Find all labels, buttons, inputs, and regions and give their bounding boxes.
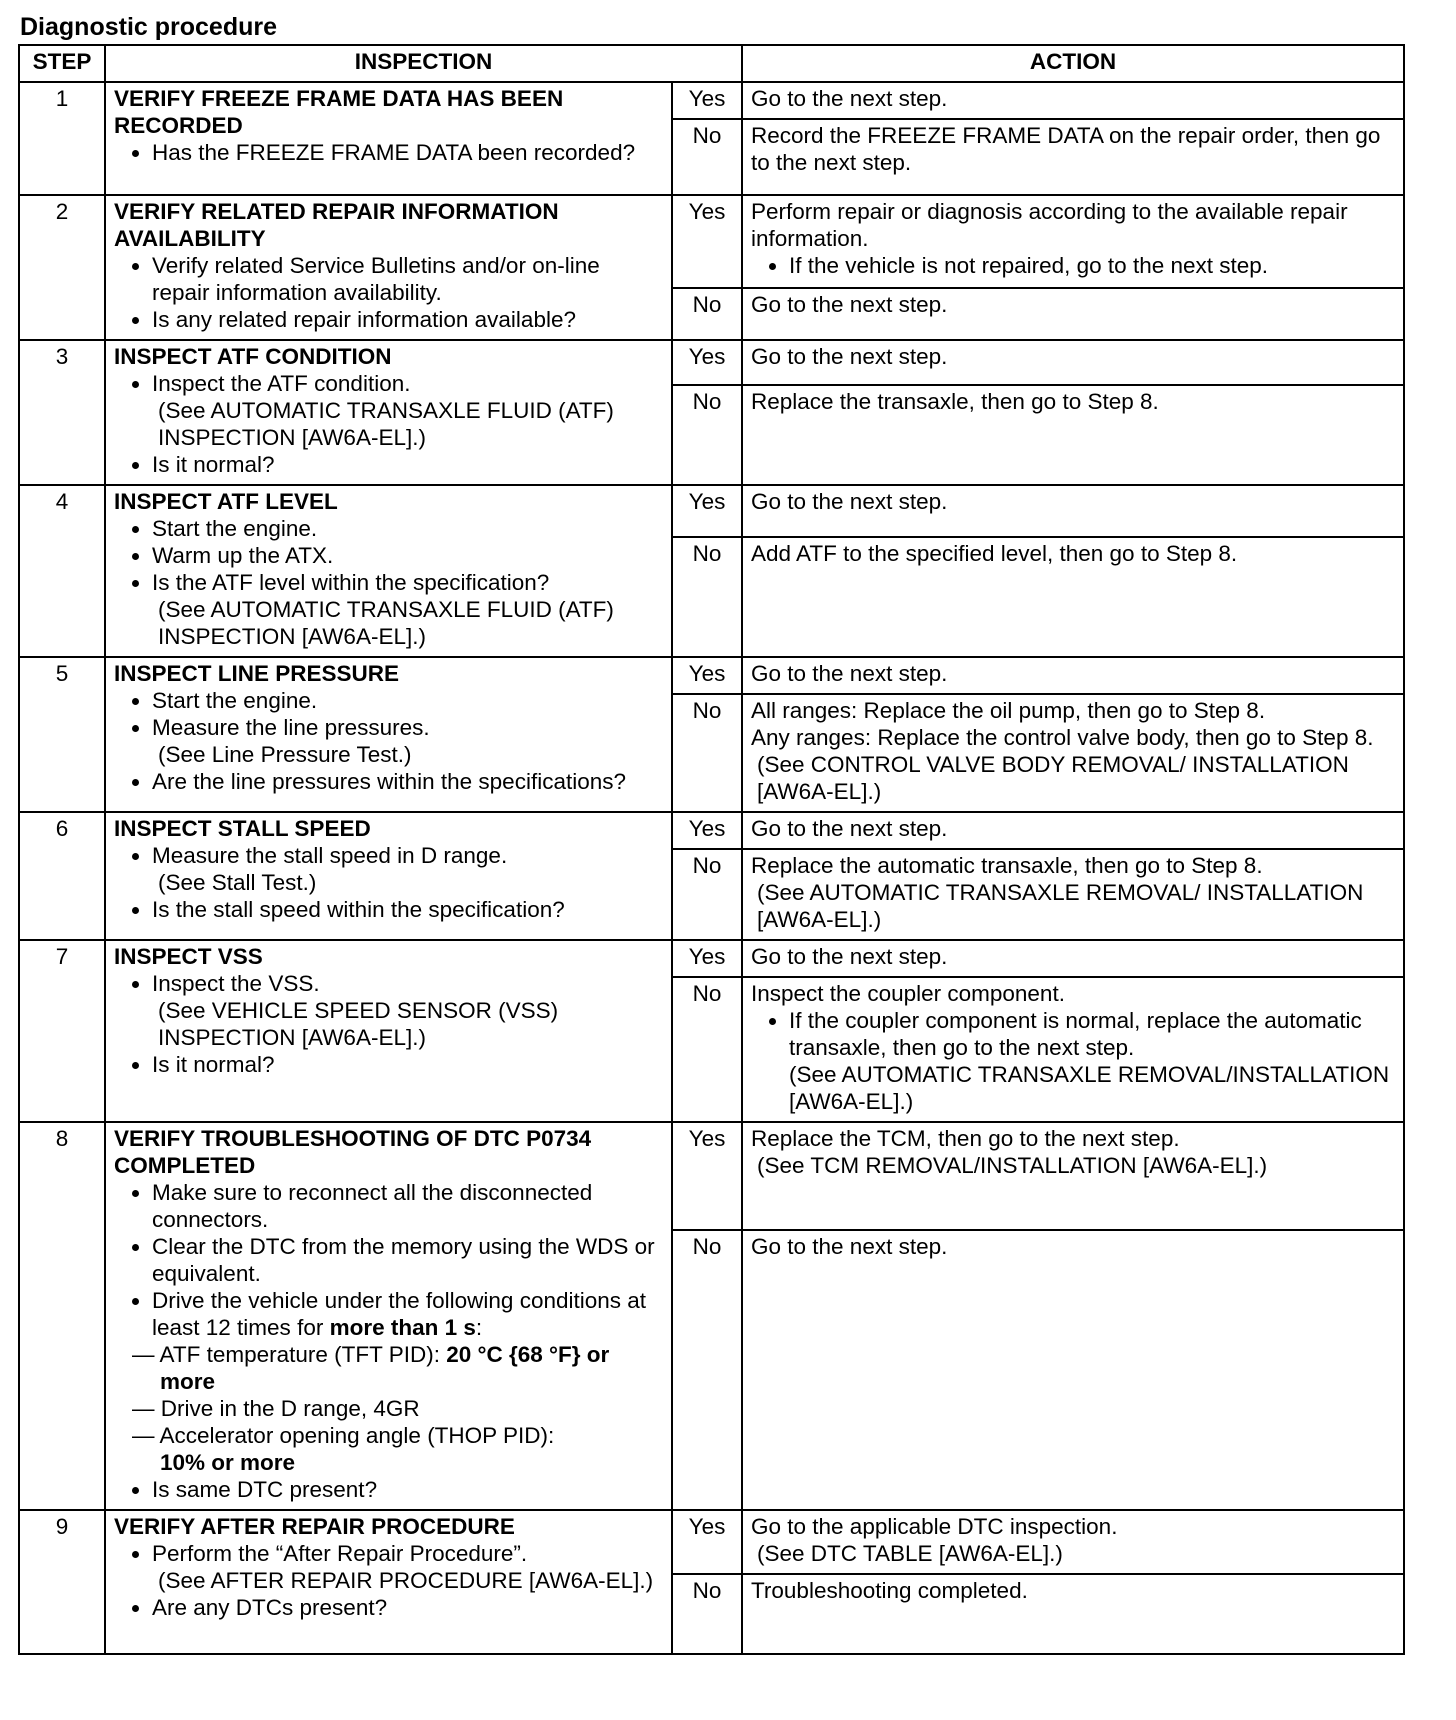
yes-label: Yes [672, 485, 742, 537]
step-number: 1 [19, 82, 105, 195]
no-label: No [672, 977, 742, 1122]
inspection-item [152, 714, 663, 768]
inspection-title: INSPECT ATF CONDITION [114, 344, 392, 369]
inspection-cell [105, 657, 672, 812]
inspection-item [152, 1287, 663, 1341]
condition-value: 20 °C {68 °F} or more [160, 1342, 610, 1394]
section-heading: Diagnostic procedure [20, 13, 277, 41]
inspection-item: • Are any DTCs present? [152, 1594, 663, 1621]
inspection-item-text: Inspect the VSS. [152, 971, 320, 996]
no-label: No [672, 694, 742, 812]
no-action-cell [742, 694, 1404, 812]
inspection-cell [105, 1122, 672, 1510]
inspection-item: • Is it normal? [152, 1051, 663, 1078]
table-row [19, 340, 1404, 385]
no-label: No [672, 537, 742, 657]
no-action: Troubleshooting completed. [742, 1574, 1404, 1654]
no-action-cell [742, 849, 1404, 940]
inspection-title: INSPECT STALL SPEED [114, 816, 371, 841]
no-action-line: All ranges: Replace the oil pump, then go to Step 8. [751, 698, 1266, 723]
inspection-item [152, 970, 663, 1051]
inspection-cell [105, 940, 672, 1122]
header-action: ACTION [742, 45, 1404, 82]
no-action: Add ATF to the specified level, then go to Step 8. [742, 537, 1404, 657]
inspection-title: INSPECT ATF LEVEL [114, 489, 338, 514]
yes-action: Go to the next step. [742, 812, 1404, 849]
inspection-item: • Start the engine. [152, 687, 663, 714]
yes-action: Perform repair or diagnosis according to the available repair information. [751, 199, 1348, 251]
yes-action: Go to the next step. [742, 485, 1404, 537]
inspection-item: • Warm up the ATX. [152, 542, 663, 569]
inspection-item-emphasis: more than 1 s [329, 1315, 476, 1340]
inspection-item-text: : [475, 1315, 483, 1340]
yes-label: Yes [672, 940, 742, 977]
yes-action-reference: (See TCM REMOVAL/INSTALLATION [AW6A-EL].) [757, 1153, 1268, 1178]
inspection-item-text: Measure the line pressures. [152, 715, 430, 740]
inspection-reference: (See AUTOMATIC TRANSAXLE FLUID (ATF) INSPECTION [AW6A-EL].) [158, 597, 614, 649]
yes-action-cell [742, 1122, 1404, 1230]
no-action-bullet [789, 1007, 1395, 1115]
inspection-item-text: Is the ATF level within the specification? [152, 570, 550, 595]
inspection-item: • Is it normal? [152, 451, 663, 478]
step-number: 6 [19, 812, 105, 940]
header-step: STEP [19, 45, 105, 82]
inspection-item-text: Measure the stall speed in D range. [152, 843, 508, 868]
yes-label: Yes [672, 1122, 742, 1230]
yes-action: Go to the next step. [742, 340, 1404, 385]
inspection-reference: (See Stall Test.) [158, 870, 317, 895]
yes-label: Yes [672, 82, 742, 119]
table-header-row [19, 45, 1404, 82]
no-action-bullet-text: If the coupler component is normal, replace the automatic transaxle, then go to the next step. [789, 1008, 1362, 1060]
step-number: 7 [19, 940, 105, 1122]
table-row [19, 1122, 1404, 1230]
inspection-item: • Clear the DTC from the memory using the WDS or equivalent. [152, 1233, 663, 1287]
step-number: 8 [19, 1122, 105, 1510]
yes-action-cell [742, 195, 1404, 288]
condition-value: 10% or more [160, 1450, 296, 1475]
table-row [19, 940, 1404, 977]
no-label: No [672, 385, 742, 485]
inspection-item: • Verify related Service Bulletins and/or on-line repair information availability. [152, 252, 663, 306]
inspection-item: • Are the line pressures within the specifications? [152, 768, 663, 795]
inspection-cell [105, 485, 672, 657]
inspection-cell [105, 812, 672, 940]
yes-action: Go to the next step. [742, 940, 1404, 977]
inspection-reference: (See Line Pressure Test.) [158, 742, 412, 767]
condition-line: — Drive in the D range, 4GR [132, 1396, 420, 1421]
inspection-cell [105, 1510, 672, 1654]
inspection-item: • Is the stall speed within the specification? [152, 896, 663, 923]
inspection-item: • Has the FREEZE FRAME DATA been recorded? [152, 139, 663, 166]
table-row [19, 812, 1404, 849]
inspection-item [152, 370, 663, 451]
no-label: No [672, 288, 742, 340]
inspection-item: • Make sure to reconnect all the disconnected connectors. [152, 1179, 663, 1233]
no-action: Go to the next step. [742, 288, 1404, 340]
no-action-line: Replace the automatic transaxle, then go to Step 8. [751, 853, 1263, 878]
inspection-item [152, 1540, 663, 1594]
header-inspection: INSPECTION [105, 45, 742, 82]
yes-action: Go to the next step. [742, 657, 1404, 694]
step-number: 3 [19, 340, 105, 485]
yes-action: Go to the applicable DTC inspection. [751, 1514, 1118, 1539]
inspection-item [152, 842, 663, 896]
inspection-reference: (See VEHICLE SPEED SENSOR (VSS) INSPECTION [AW6A-EL].) [158, 998, 559, 1050]
inspection-title: VERIFY RELATED REPAIR INFORMATION AVAILABILITY [114, 199, 559, 251]
inspection-cell [105, 195, 672, 340]
inspection-reference: (See AFTER REPAIR PROCEDURE [AW6A-EL].) [158, 1568, 654, 1593]
no-action-line: Inspect the coupler component. [751, 981, 1065, 1006]
inspection-item-text: Inspect the ATF condition. [152, 371, 411, 396]
no-label: No [672, 1574, 742, 1654]
no-action-reference: (See AUTOMATIC TRANSAXLE REMOVAL/ INSTALLATION [AW6A-EL].) [757, 880, 1364, 932]
inspection-item-text: Drive the vehicle under the following conditions at least 12 times for [152, 1288, 647, 1340]
yes-label: Yes [672, 812, 742, 849]
yes-label: Yes [672, 195, 742, 288]
no-action-line: Any ranges: Replace the control valve body, then go to Step 8. [751, 725, 1374, 750]
yes-label: Yes [672, 340, 742, 385]
step-number: 5 [19, 657, 105, 812]
table-row [19, 1510, 1404, 1574]
no-action: Go to the next step. [742, 1230, 1404, 1510]
table-row [19, 82, 1404, 119]
inspection-title: INSPECT LINE PRESSURE [114, 661, 400, 686]
no-action-reference: (See AUTOMATIC TRANSAXLE REMOVAL/INSTALLATION [AW6A-EL].) [789, 1062, 1390, 1114]
condition-line: — Accelerator opening angle (THOP PID): [132, 1423, 555, 1448]
table-row [19, 657, 1404, 694]
step-number: 9 [19, 1510, 105, 1654]
inspection-cell [105, 340, 672, 485]
inspection-title: VERIFY AFTER REPAIR PROCEDURE [114, 1514, 515, 1539]
yes-action: Go to the next step. [742, 82, 1404, 119]
condition-text: — ATF temperature (TFT PID): [132, 1342, 447, 1367]
step-number: 2 [19, 195, 105, 340]
yes-action-reference: (See DTC TABLE [AW6A-EL].) [757, 1541, 1063, 1566]
yes-action-cell [742, 1510, 1404, 1574]
table-row [19, 195, 1404, 288]
yes-action: Replace the TCM, then go to the next step. [751, 1126, 1180, 1151]
diagnostic-table [18, 44, 1405, 1655]
no-label: No [672, 1230, 742, 1510]
yes-action-bullet: • If the vehicle is not repaired, go to the next step. [789, 252, 1395, 279]
inspection-item: • Is any related repair information available? [152, 306, 663, 333]
inspection-cell [105, 82, 672, 195]
inspection-title: VERIFY FREEZE FRAME DATA HAS BEEN RECORDED [114, 86, 564, 138]
no-label: No [672, 119, 742, 195]
no-action-reference: (See CONTROL VALVE BODY REMOVAL/ INSTALLATION [AW6A-EL].) [757, 752, 1349, 804]
inspection-reference: (See AUTOMATIC TRANSAXLE FLUID (ATF) INSPECTION [AW6A-EL].) [158, 398, 614, 450]
no-action: Record the FREEZE FRAME DATA on the repair order, then go to the next step. [742, 119, 1404, 195]
inspection-item-text: Perform the “After Repair Procedure”. [152, 1541, 528, 1566]
table-row [19, 485, 1404, 537]
inspection-title: VERIFY TROUBLESHOOTING OF DTC P0734 COMPLETED [114, 1126, 592, 1178]
inspection-title: INSPECT VSS [114, 944, 263, 969]
no-label: No [672, 849, 742, 940]
inspection-item [152, 569, 663, 650]
no-action-cell [742, 977, 1404, 1122]
step-number: 4 [19, 485, 105, 657]
inspection-item: • Is same DTC present? [152, 1476, 663, 1503]
condition-line [114, 1341, 663, 1395]
yes-label: Yes [672, 657, 742, 694]
inspection-item: • Start the engine. [152, 515, 663, 542]
yes-label: Yes [672, 1510, 742, 1574]
no-action: Replace the transaxle, then go to Step 8. [742, 385, 1404, 485]
page [18, 0, 1438, 1655]
